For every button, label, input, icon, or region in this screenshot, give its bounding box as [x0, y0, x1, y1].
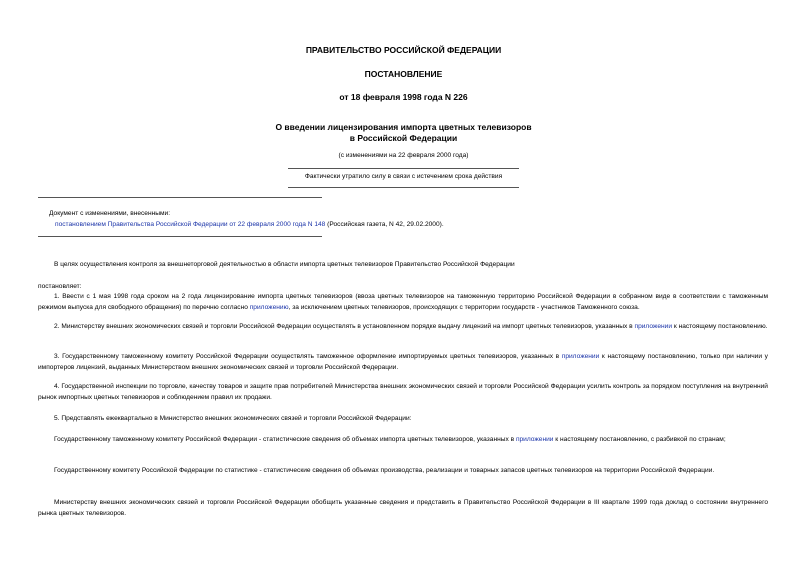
document-type-heading: ПОСТАНОВЛЕНИЕ — [364, 69, 443, 79]
amendments-note: (с изменениями на 22 февраля 2000 года) — [338, 152, 469, 159]
paragraph-4: 4. Государственной инспекции по торговле, качеству товаров и защите прав потребителей Министерства внешних экономических связей и торговли Российской Федерации усилить контроль за порядком поступления на внутренний рынок импортных цветных телевизоров и соблюдением правил их продажи. — [38, 383, 768, 401]
document-title-line2: в Российской Федерации — [349, 133, 458, 143]
appendix-link-4[interactable]: приложении — [515, 436, 554, 443]
government-heading: ПРАВИТЕЛЬСТВО РОССИЙСКОЙ ФЕДЕРАЦИИ — [305, 45, 502, 55]
appendix-link-2[interactable]: приложении — [634, 323, 673, 330]
paragraph-8: Министерству внешних экономических связей и торговли Российской Федерации обобщить указанные сведения и представить в Правительство Российской Федерации в III квартале 1999 года доклад о состоянии внутреннего рынка цветных телевизоров. — [38, 499, 768, 517]
status-top-rule — [288, 168, 519, 169]
appendix-link-1[interactable]: приложению — [249, 303, 289, 311]
status-bottom-rule — [288, 187, 519, 188]
paragraph-2: 2. Министерству внешних экономических связей и торговли Российской Федерации осуществлять в установленном порядке выдачу лицензий на импорт цветных телевизоров, указанных в приложении к настоящему постановлению. — [54, 323, 768, 330]
amending-decree-link[interactable]: постановлением Правительства Российской Федерации от 22 февраля 2000 года N 148 — [55, 221, 326, 228]
paragraph-3: 3. Государственному таможенному комитету Российской Федерации осуществлять таможенное оформление импортируемых цветных телевизоров, указанных в приложении к настоящему постановлению, только при наличии у импортеров лицензий, выданных Министерством внешних экономических связей и торговли Российской Федерации. — [38, 353, 768, 371]
changes-source: (Российская газета, N 42, 29.02.2000). — [325, 221, 444, 228]
decides-paragraph: постановляет: — [38, 283, 82, 290]
appendix-link-3[interactable]: приложении — [561, 353, 600, 360]
document-title-line1: О введении лицензирования импорта цветных телевизоров — [275, 122, 532, 132]
preamble-paragraph: В целях осуществления контроля за внешнеторговой деятельностью в области импорта цветных телевизоров Правительство Российской Федерации — [54, 261, 515, 268]
changes-reference — [55, 220, 444, 231]
paragraph-5: 5. Представлять ежеквартально в Министерство внешних экономических связей и торговли Российской Федерации: — [54, 415, 412, 422]
paragraph-7: Государственному комитету Российской Федерации по статистике - статистические сведения об объемах производства, реализации и товарных запасов цветных телевизоров на территории Российской Федерации. — [54, 467, 715, 474]
date-number-heading: от 18 февраля 1998 года N 226 — [339, 92, 468, 102]
paragraph-6: Государственному таможенному комитету Российской Федерации - статистические сведения об объемах импорта цветных телевизоров, указанных в приложении к настоящему постановлению, с разбивкой по странам; — [54, 436, 726, 443]
status-note: Фактически утратило силу в связи с истечением срока действия — [304, 173, 503, 180]
paragraph-1: 1. Ввести с 1 мая 1998 года сроком на 2 года лицензирование импорта цветных телевизоров (ввоза цветных телевизоров на таможенную территорию Российской Федерации в собранном виде в соответствии с таможенным режимом выпуска для свободного обращения) по перечню согласно приложению, за исключением цветных телевизоров, происходящих с территории государств - участников Таможенного союза. — [38, 293, 768, 311]
changes-bottom-rule — [38, 236, 322, 237]
changes-top-rule — [38, 197, 322, 198]
changes-intro: Документ с изменениями, внесенными: — [49, 210, 171, 217]
